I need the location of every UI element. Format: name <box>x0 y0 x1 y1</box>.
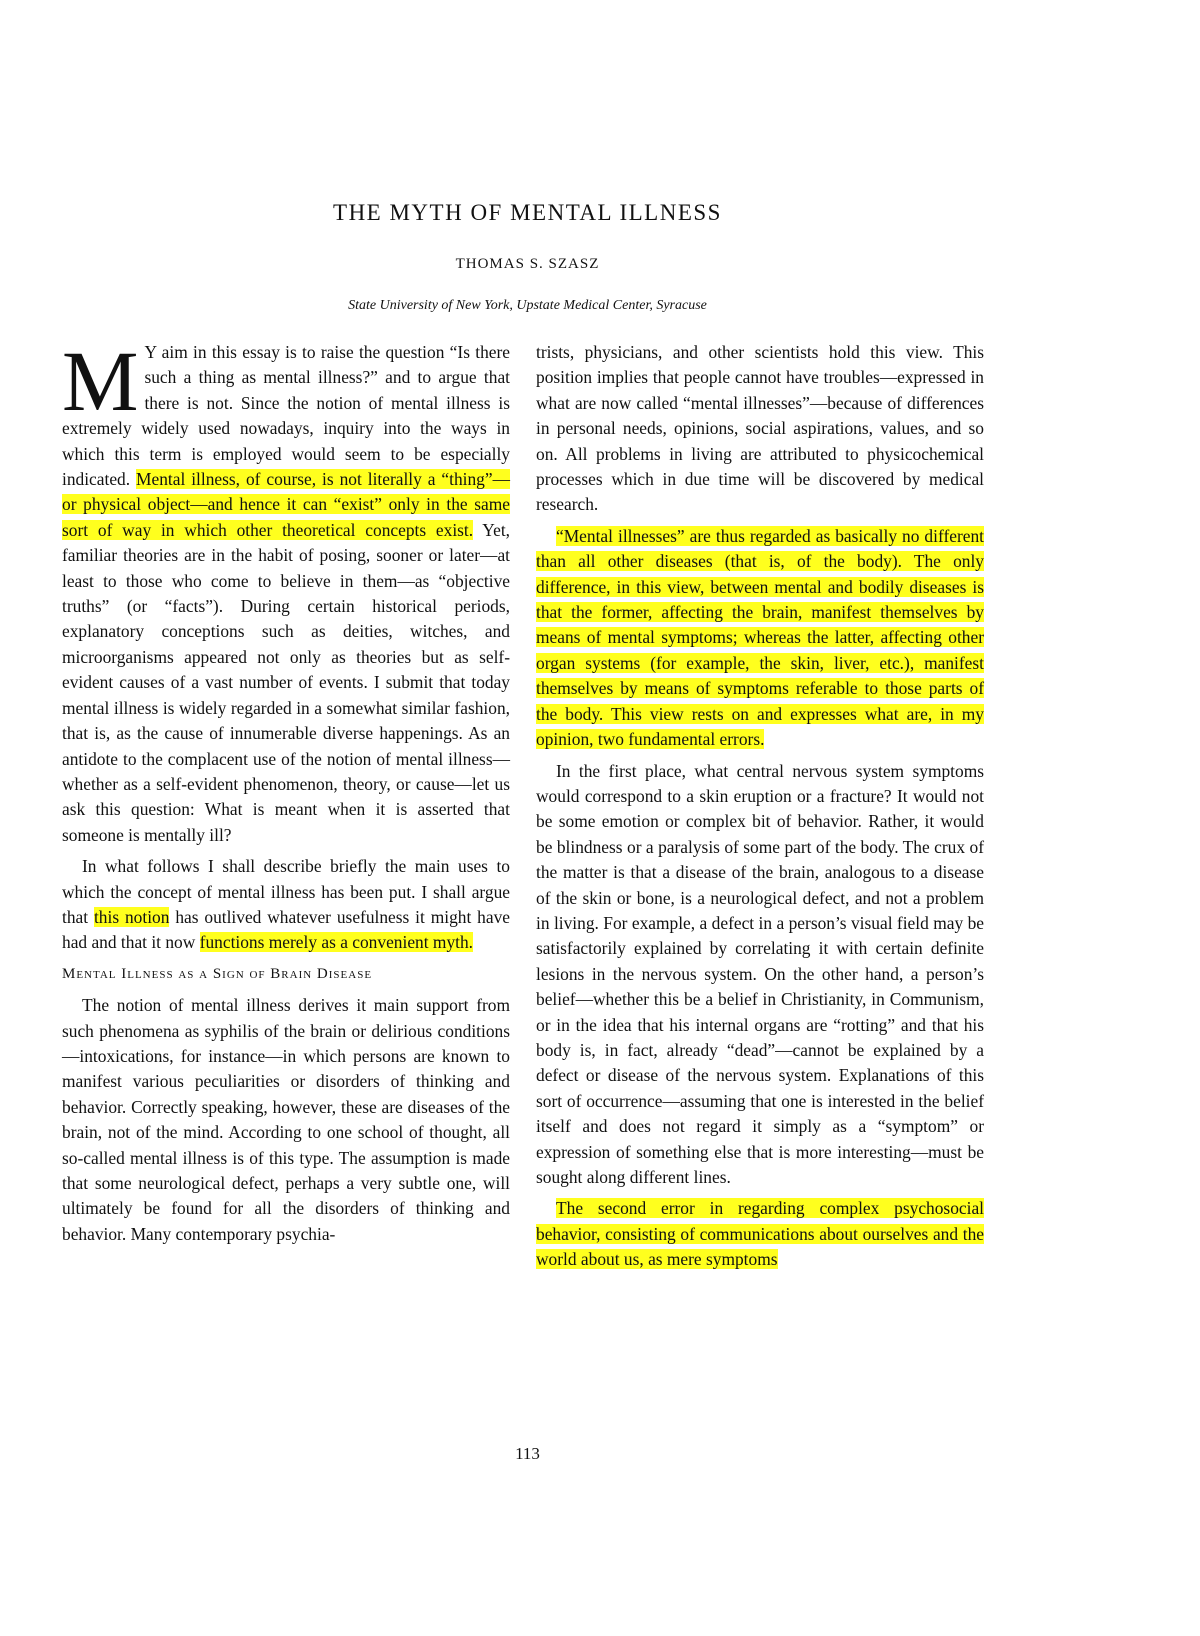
paragraph-second-error <box>536 1196 984 1272</box>
article-title: THE MYTH OF MENTAL ILLNESS <box>333 200 722 225</box>
section-heading: Mental Illness as a Sign of Brain Disease <box>62 965 373 982</box>
paragraph-what-follows: In what follows I shall describe briefly the main uses to which the concept of mental illness has been put. I shall argue that this notion has outlived whatever usefulness it might have had and that it now functions merely as a convenient myth. <box>62 856 511 953</box>
intro-text: Y aim in this essay is to raise the question “Is there such a thing as mental illness?” and to argue that there is not. Since the notion of mental illness is extremely widely used nowadays, inquiry into the ways in which this term is employed would seem to be especially indicated. <box>62 342 510 490</box>
highlight-two-errors: “Mental illnesses” are thus regarded as basically no different than all other diseases (that is, of the body). The only difference, in this view, between mental and bodily diseases is that the former, affecting the brain, manifest themselves by means of mental symptoms; whereas the latter, affecting other organ systems (for example, the skin, liver, etc.), manifest themselves by means of symptoms referable to those parts of the body. This view rests on and expresses what are, in my opinion, two fundamental errors. <box>536 525 984 750</box>
paragraph-brain-disease: The notion of mental illness derives it main support from such phenomena as syphilis of the brain or delirious conditions—intoxications, for instance—in which persons are known to manifest various peculiarities or disorders of thinking and behavior. Correctly speaking, however, these are diseases of the brain, not of the mind. According to one school of thought, all so-called mental illness is of this type. The assumption is made that some neurological defect, perhaps a very subtle one, will ultimately be found for all the disorders of thinking and behavior. Many contemporary psychia- <box>62 995 510 1244</box>
drop-cap: M <box>62 333 139 429</box>
left-column <box>62 333 511 1247</box>
paragraph-first-place: In the first place, what central nervous system symptoms would correspond to a skin eruption or a fracture? It would not be some emotion or complex bit of behavior. Rather, it would be blindness or a paralysis of some part of the body. The crux of the matter is that a disease of the brain, analogous to a disease of the skin or bone, is a neurological defect, and not a problem in living. For example, a defect in a person’s visual field may be satisfactorily explained by correlating it with certain definite lesions in the nervous system. On the other hand, a person’s belief—whether this be a belief in Christianity, in Communism, or in the idea that his internal organs are “rotting” and that his body is, in fact, already “dead”—cannot be explained by a defect or disease of the nervous system. Explanations of this sort of occurrence—assuming that one is interested in the belief itself and does not regard it simply as a “symptom” or expression of something else that is more interesting—must be sought along different lines. <box>536 760 984 1187</box>
highlight-this-notion: this notion <box>93 906 170 927</box>
highlight-convenient-myth: functions merely as a convenient myth. <box>199 932 474 953</box>
intro-text-continued: Yet, familiar theories are in the habit of posing, sooner or later—at least to those who come to believe in them—as “objective truths” (or “facts”). During certain historical periods, explanatory conceptions such as deities, witches, and microorganisms appeared not only as theories but as self-evident causes of a vast number of events. I submit that today mental illness is widely regarded in a somewhat similar fashion, that is, as the cause of innumerable diverse happenings. As an antidote to the complacent use of the notion of mental illness—whether as a self-evident phenomenon, theory, or cause—let us ask this question: What is meant when it is asserted that someone is mentally ill? <box>62 519 510 845</box>
paragraph-mental-illnesses-regarded <box>536 524 984 753</box>
author-affiliation: State University of New York, Upstate Medical Center, Syracuse <box>348 298 707 313</box>
paragraph-intro <box>62 333 510 848</box>
highlight-mental-illness-not-thing: Mental illness, of course, is not literally a “thing”—or physical object—and hence it can “exist” only in the same sort of way in which other theoretical concepts exist. <box>62 469 510 540</box>
page-number: 113 <box>515 1444 540 1463</box>
article-author: THOMAS S. SZASZ <box>455 256 600 272</box>
right-column <box>536 340 984 1273</box>
paragraph-continued: trists, physicians, and other scientists hold this view. This position implies that people cannot have troubles—expressed in what are now called “mental illnesses”—because of differences in personal needs, opinions, social aspirations, values, and so on. All problems in living are attributed to physicochemical processes which in due time will be discovered by medical research. <box>536 342 984 515</box>
highlight-second-error: The second error in regarding complex psychosocial behavior, consisting of communications about ourselves and the world about us, as mere symptoms <box>536 1198 984 1270</box>
